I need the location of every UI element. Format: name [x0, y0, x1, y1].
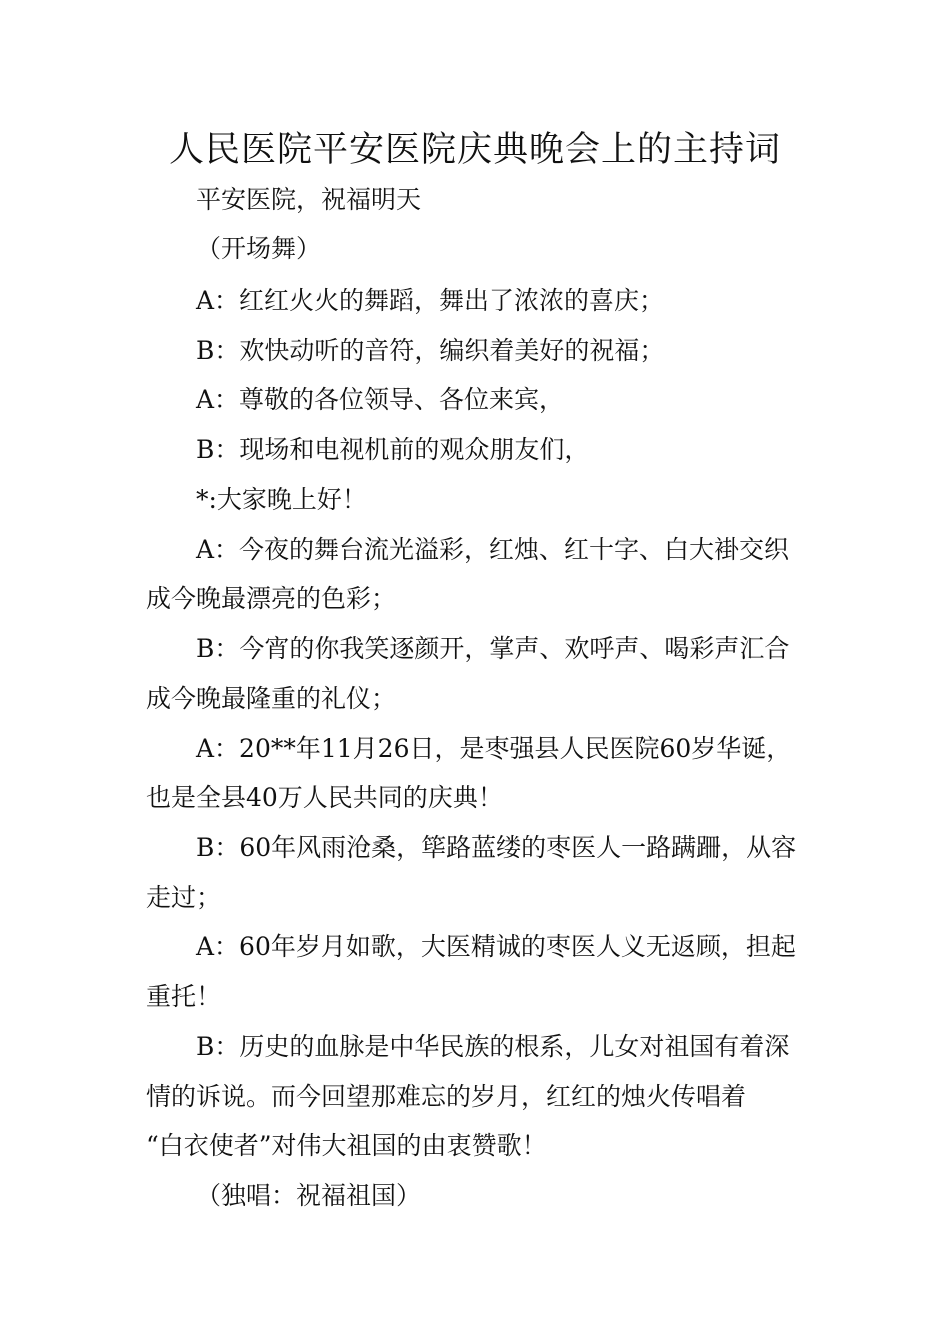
script-line: B：欢快动听的音符，编织着美好的祝福；: [196, 336, 665, 365]
script-line: A：尊敬的各位领导、各位来宾，: [196, 385, 565, 414]
script-line-continuation: 也是全县40万人民共同的庆典！: [146, 783, 503, 812]
subtitle-line: 平安医院，祝福明天: [196, 185, 422, 214]
script-line: B：现场和电视机前的观众朋友们，: [196, 435, 590, 464]
script-line: B：今宵的你我笑逐颜开，掌声、欢呼声、喝彩声汇合: [196, 634, 790, 663]
document-title: 人民医院平安医院庆典晚会上的主持词: [168, 130, 781, 170]
script-line: A：今夜的舞台流光溢彩，红烛、红十字、白大褂交织: [196, 535, 790, 564]
script-line: B：60年风雨沧桑，筚路蓝缕的枣医人一路蹒跚，从容: [196, 833, 797, 862]
script-line: A：60年岁月如歌，大医精诚的枣医人义无返顾，担起: [196, 932, 796, 961]
script-line-continuation: 情的诉说。而今回望那难忘的岁月，红红的烛火传唱着: [146, 1082, 747, 1111]
stage-direction-line: （开场舞）: [196, 234, 322, 263]
script-line-continuation: 成今晚最漂亮的色彩；: [146, 584, 397, 613]
script-line: B：历史的血脉是中华民族的根系，儿女对祖国有着深: [196, 1032, 790, 1061]
script-line: *:大家晚上好！: [196, 485, 367, 514]
script-line-continuation: 走过；: [146, 883, 222, 912]
script-line-continuation: 重托！: [146, 982, 222, 1011]
stage-direction-line: （独唱：祝福祖国）: [196, 1181, 422, 1210]
script-line-continuation: 成今晚最隆重的礼仪；: [146, 684, 397, 713]
script-line-continuation: “白衣使者”对伟大祖国的由衷赞歌！: [146, 1131, 547, 1160]
script-line: A：红红火火的舞蹈，舞出了浓浓的喜庆；: [196, 286, 665, 315]
script-line: A：20**年11月26日，是枣强县人民医院60岁华诞，: [196, 734, 792, 763]
